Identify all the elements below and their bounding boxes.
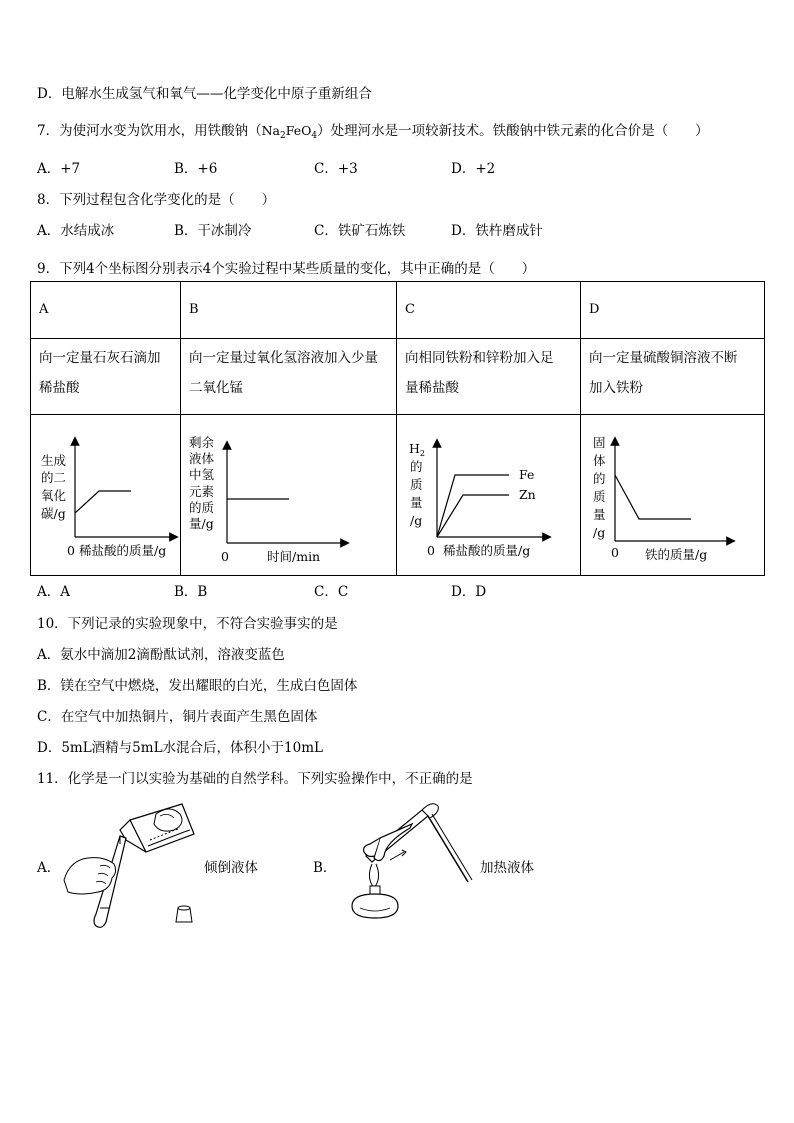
- q10-option-d: D．5mL酒精与5mL水混合后，体积小于10mL: [37, 740, 323, 756]
- q9-b-ylabel-4: 的质: [189, 500, 215, 515]
- q9-option-d: D．D: [451, 584, 487, 600]
- q9-graph-a-cell: [31, 415, 181, 576]
- q9-table: [30, 281, 765, 576]
- q9-b-ylabel-3: 元素: [189, 484, 215, 499]
- q11-a-label: A．: [37, 860, 61, 876]
- q9-col-c-desc: 向相同铁粉和锌粉加入足 量稀盐酸: [397, 339, 581, 415]
- q9-col-d-label: D: [581, 282, 765, 339]
- q9-c-ylabel-3: /g: [410, 513, 423, 528]
- q9-d-xlabel: 铁的质量/g: [645, 547, 708, 562]
- q9-a-xlabel: 稀盐酸的质量/g: [79, 543, 167, 558]
- q9-col-a-label: A: [31, 282, 181, 339]
- q9-c-ylabel-2: 量: [410, 495, 423, 510]
- q9-a-ylabel-0: 生成: [41, 453, 67, 468]
- q9-c-curve-fe: [437, 475, 509, 537]
- q7-stem: [37, 119, 709, 141]
- q9-a-origin: 0: [67, 543, 75, 558]
- q9-d-ylabel-4: 量: [593, 507, 606, 522]
- q9-b-ylabel-1: 液体: [189, 451, 215, 466]
- q11-b-label: B．: [313, 860, 337, 876]
- q9-col-b-label: B: [181, 282, 397, 339]
- q6-option-d: D．电解水生成氢气和氧气——化学变化中原子重新组合: [37, 86, 372, 102]
- q9-c-xlabel: 稀盐酸的质量/g: [443, 543, 531, 558]
- q7-option-a: A．+7: [37, 161, 81, 177]
- q10-option-c: C．在空气中加热铜片，铜片表面产生黑色固体: [37, 709, 318, 725]
- q9-a-curve: [75, 491, 131, 513]
- q9-graph-c-cell: [397, 415, 581, 576]
- q9-d-ylabel-2: 的: [593, 471, 606, 486]
- q9-b-ylabel-0: 剩余: [189, 435, 215, 450]
- q9-b-origin: 0: [221, 549, 229, 564]
- heating-liquid-figure: [346, 794, 476, 924]
- q11-b-caption: 加热液体: [480, 860, 534, 876]
- q9-option-a: A．A: [37, 584, 70, 600]
- q8-option-c: C．铁矿石炼铁: [314, 223, 406, 239]
- q9-graph-c: [397, 415, 581, 575]
- q9-d-ylabel-1: 体: [593, 453, 606, 468]
- q9-c-ylabel-1: 质: [410, 477, 423, 492]
- q11-a-caption: 倾倒液体: [204, 860, 258, 876]
- q9-c-series-fe: Fe: [519, 467, 535, 482]
- q9-col-c-label: C: [397, 282, 581, 339]
- q7-stem-b: ）处理河水是一项较新技术。铁酸钠中铁元素的化合价是（ ）: [317, 123, 709, 139]
- q9-graph-d-cell: [581, 415, 765, 576]
- q10-option-a: A．氨水中滴加2滴酚酞试剂，溶液变蓝色: [37, 647, 285, 663]
- q9-col-d-desc: 向一定量硫酸铜溶液不断 加入铁粉: [581, 339, 765, 415]
- q7-option-c: C．+3: [314, 161, 358, 177]
- q8-option-b: B．干冰制冷: [174, 223, 252, 239]
- q7-option-b: B．+6: [174, 161, 218, 177]
- q9-option-b: B．B: [174, 584, 208, 600]
- q10-stem: 10．下列记录的实验现象中，不符合实验事实的是: [37, 616, 338, 632]
- q7-option-d: D．+2: [451, 161, 496, 177]
- q9-graph-b-cell: [181, 415, 397, 576]
- q9-c-ylabel-h: $H_2$: [409, 441, 425, 458]
- q9-graph-a: [31, 415, 181, 575]
- q9-c-origin: 0: [427, 543, 435, 558]
- pouring-liquid-figure: [60, 800, 200, 930]
- q9-a-ylabel-1: 的二: [41, 470, 67, 485]
- q9-d-curve: [615, 475, 691, 519]
- q9-d-origin: 0: [611, 545, 619, 560]
- q8-option-d: D．铁杵磨成针: [451, 223, 543, 239]
- q9-a-ylabel-2: 氧化: [41, 488, 67, 503]
- q8-option-a: A．水结成冰: [37, 223, 115, 239]
- q9-a-ylabel-3: 碳/g: [41, 506, 66, 521]
- q8-stem: 8．下列过程包含化学变化的是（ ）: [37, 192, 276, 208]
- q9-d-ylabel-3: 质: [593, 489, 606, 504]
- q9-option-c: C．C: [314, 584, 349, 600]
- q9-col-b-desc: 向一定量过氧化氢溶液加入少量 二氧化锰: [181, 339, 397, 415]
- q9-b-xlabel: 时间/min: [267, 549, 321, 564]
- q9-b-ylabel-2: 中氢: [189, 467, 215, 482]
- q9-c-ylabel-0: 的: [410, 459, 423, 474]
- q9-graph-b: [181, 415, 397, 575]
- q9-d-ylabel-0: 固: [593, 435, 606, 450]
- q9-stem: 9．下列4个坐标图分别表示4个实验过程中某些质量的变化，其中正确的是（ ）: [37, 261, 536, 277]
- q9-graph-d: [581, 415, 765, 575]
- q10-option-b: B．镁在空气中燃烧，发出耀眼的白光，生成白色固体: [37, 678, 358, 694]
- q9-col-a-desc: 向一定量石灰石滴加 稀盐酸: [31, 339, 181, 415]
- q7-stem-a: 7．为使河水变为饮用水，用铁酸钠（: [37, 123, 262, 139]
- q9-c-series-zn: Zn: [519, 487, 536, 502]
- q11-stem: 11．化学是一门以实验为基础的自然学科。下列实验操作中，不正确的是: [37, 771, 473, 787]
- q7-formula: $Na_2FeO_4$: [261, 123, 318, 141]
- q9-b-ylabel-5: 量/g: [189, 516, 214, 531]
- q9-d-ylabel-5: /g: [593, 525, 606, 540]
